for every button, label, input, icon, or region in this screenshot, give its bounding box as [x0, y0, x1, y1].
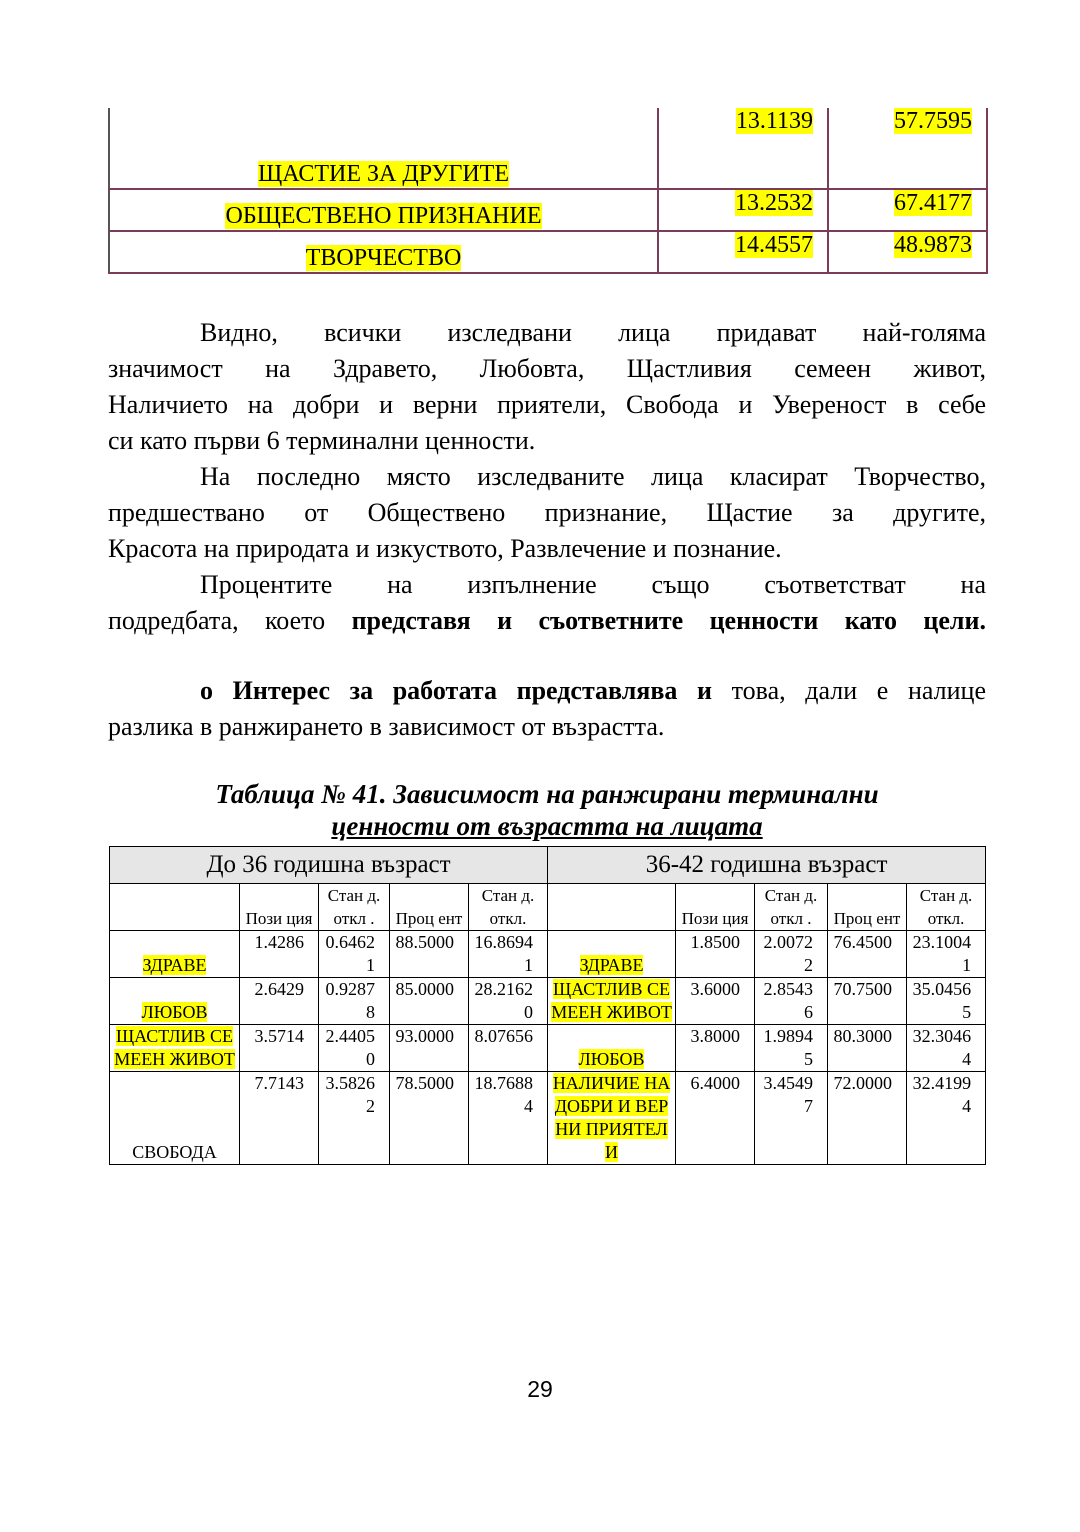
value-label: ЩАСТЛИВ СЕМЕЕН ЖИВОТ: [551, 979, 672, 1022]
data-cell: 70.7500: [828, 978, 907, 1025]
data-cell: 0.64621: [319, 931, 390, 978]
age-comparison-table: [109, 846, 986, 1165]
data-cell: 1.98945: [755, 1025, 828, 1072]
column-header: Стан д. откл.: [469, 884, 548, 931]
value-label: ЗДРАВЕ: [142, 955, 207, 975]
data-cell: 18.76884: [469, 1072, 548, 1165]
column-header: [110, 884, 240, 931]
data-cell: 88.5000: [390, 931, 469, 978]
column-header: Пози ция: [676, 884, 755, 931]
table-row: [110, 1072, 986, 1165]
data-cell: 3.45497: [755, 1072, 828, 1165]
paragraph-3: Процентите на изпълнение също съответстват на подредбата, което представя и съответните ценности като цели.: [108, 570, 987, 635]
value-label: СВОБОДА: [132, 1142, 217, 1162]
value-name: ЩАСТИЕ ЗА ДРУГИТЕ: [257, 161, 509, 187]
column-header: Пози ция: [240, 884, 319, 931]
column-header: Проц ент: [828, 884, 907, 931]
data-cell: 3.6000: [676, 978, 755, 1025]
value-label: ЗДРАВЕ: [579, 955, 644, 975]
data-cell: 32.30464: [907, 1025, 986, 1072]
value-label: ЩАСТЛИВ СЕМЕЕН ЖИВОТ: [114, 1026, 235, 1069]
table-row: [109, 231, 987, 273]
top-values-table: [108, 108, 988, 274]
data-cell: 1.8500: [676, 931, 755, 978]
data-cell: 3.58262: [319, 1072, 390, 1165]
mean-rank: 14.4557: [735, 232, 813, 258]
table-row: [110, 978, 986, 1025]
data-cell: 80.3000: [828, 1025, 907, 1072]
data-cell: 72.0000: [828, 1072, 907, 1165]
data-cell: 76.4500: [828, 931, 907, 978]
data-cell: 16.86941: [469, 931, 548, 978]
column-header-row: [110, 884, 986, 931]
data-cell: 6.4000: [676, 1072, 755, 1165]
column-header: [548, 884, 676, 931]
data-cell: 0.92878: [319, 978, 390, 1025]
paragraph-4: о Интерес за работата представлява и това, дали е налице разлика в ранжирането в зависимост от възрастта.: [108, 676, 986, 741]
group-header-36-42: 36-42 годишна възраст: [548, 847, 986, 884]
table-row: [110, 931, 986, 978]
data-cell: 32.41994: [907, 1072, 986, 1165]
data-cell: 35.04565: [907, 978, 986, 1025]
data-cell: 3.8000: [676, 1025, 755, 1072]
data-cell: 23.10041: [907, 931, 986, 978]
value-name: ТВОРЧЕСТВО: [305, 245, 462, 271]
data-cell: 1.4286: [240, 931, 319, 978]
table-row: [109, 108, 987, 189]
mean-rank: 13.1139: [735, 108, 813, 134]
data-cell: 2.00722: [755, 931, 828, 978]
data-cell: 2.44050: [319, 1025, 390, 1072]
data-cell: 93.0000: [390, 1025, 469, 1072]
data-cell: 28.21620: [469, 978, 548, 1025]
group-header-row: [110, 847, 986, 884]
column-header: Стан д. откл .: [319, 884, 390, 931]
percent: 67.4177: [894, 190, 972, 216]
data-cell: 85.0000: [390, 978, 469, 1025]
table-caption: Таблица № 41. Зависимост на ранжирани терминални ценности от възрастта на лицата: [215, 779, 879, 841]
table-row: [110, 1025, 986, 1072]
page-number: 29: [527, 1376, 553, 1402]
value-name: ОБЩЕСТВЕНО ПРИЗНАНИЕ: [225, 203, 542, 229]
data-cell: 78.5000: [390, 1072, 469, 1165]
column-header: Проц ент: [390, 884, 469, 931]
paragraph-2: На последно място изследваните лица класират Творчество, предшествано от Обществено признание, Щастие за другите, Красота на природата и изкуството, Развлечение и познание.: [108, 462, 986, 563]
percent: 57.7595: [894, 108, 972, 134]
table-row: [109, 189, 987, 231]
column-header: Стан д. откл.: [907, 884, 986, 931]
data-cell: 2.6429: [240, 978, 319, 1025]
paragraph-1: Видно, всички изследвани лица придават най-голяма значимост на Здравето, Любовта, Щастливия семеен живот, Наличието на добри и верни приятели, Свобода и Увереност в себе си като първи 6 терминални ценности.: [108, 318, 986, 455]
data-cell: 8.07656: [469, 1025, 548, 1072]
value-label: ЛЮБОВ: [578, 1049, 645, 1069]
mean-rank: 13.2532: [735, 190, 813, 216]
column-header: Стан д. откл .: [755, 884, 828, 931]
data-cell: 7.7143: [240, 1072, 319, 1165]
percent: 48.9873: [894, 232, 972, 258]
data-cell: 2.85436: [755, 978, 828, 1025]
group-header-under-36: До 36 годишна възраст: [110, 847, 548, 884]
value-label: ЛЮБОВ: [141, 1002, 208, 1022]
value-label: НАЛИЧИЕ НА ДОБРИ И ВЕРНИ ПРИЯТЕЛИ: [552, 1073, 671, 1162]
data-cell: 3.5714: [240, 1025, 319, 1072]
